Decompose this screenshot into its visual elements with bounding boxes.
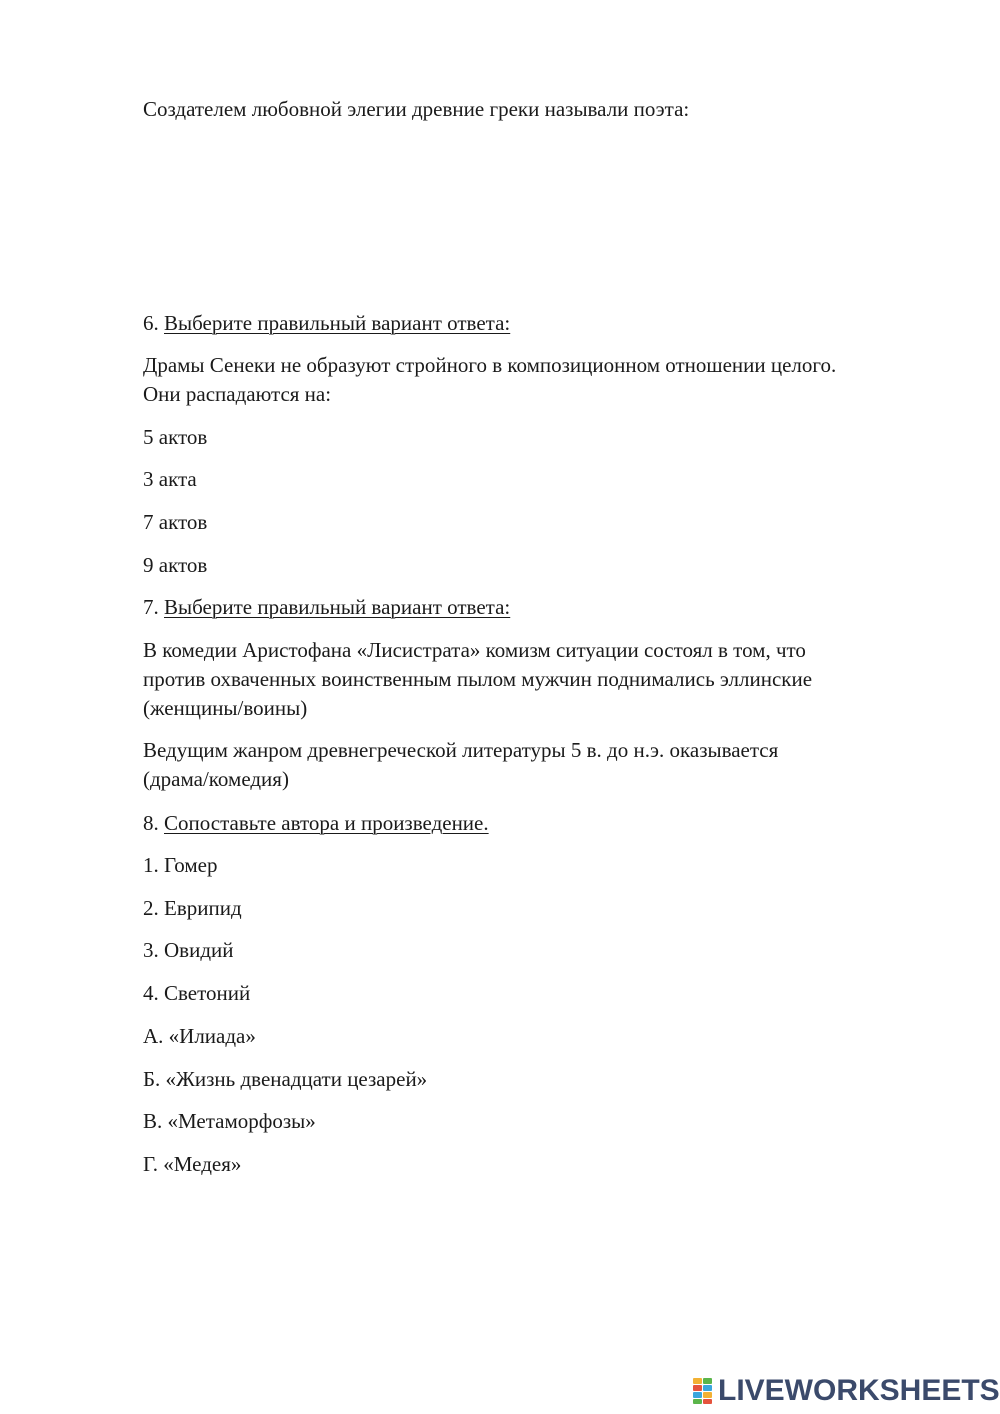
question-5-prompt: Создателем любовной элегии древние греки называли поэта:: [143, 97, 690, 121]
question-7-choice-blank-1[interactable]: (женщины/воины): [143, 696, 308, 720]
question-8-number: 8.: [143, 811, 159, 835]
question-8-header: [143, 809, 489, 838]
work-item[interactable]: В. «Метаморфозы»: [143, 1109, 316, 1133]
question-7-paragraph-1-line-1: В комедии Аристофана «Лисистрата» комизм ситуации состоял в том, что: [143, 638, 806, 662]
author-item[interactable]: 2. Еврипид: [143, 896, 242, 920]
work-item[interactable]: А. «Илиада»: [143, 1024, 256, 1048]
question-7-number: 7.: [143, 595, 159, 619]
question-6-option[interactable]: 7 актов: [143, 510, 208, 534]
question-6-text-line-2: Они распадаются на:: [143, 382, 332, 406]
question-6-option[interactable]: 9 актов: [143, 553, 208, 577]
question-7-instruction: Выберите правильный вариант ответа:: [164, 595, 511, 619]
question-6-text-line-1: Драмы Сенеки не образуют стройного в композиционном отношении целого.: [143, 353, 837, 377]
liveworksheets-mark-icon: [692, 1377, 714, 1405]
question-7-paragraph-2-line-1: Ведущим жанром древнегреческой литературы 5 в. до н.э. оказывается: [143, 738, 779, 762]
work-item[interactable]: Б. «Жизнь двенадцати цезарей»: [143, 1067, 428, 1091]
author-item[interactable]: 3. Овидий: [143, 938, 234, 962]
question-6-header: [143, 309, 510, 338]
question-6-number: 6.: [143, 311, 159, 335]
work-item[interactable]: Г. «Медея»: [143, 1152, 242, 1176]
question-6-option[interactable]: 5 актов: [143, 425, 208, 449]
liveworksheets-logo: [692, 1374, 1000, 1408]
question-6-instruction: Выберите правильный вариант ответа:: [164, 311, 511, 335]
question-8-instruction: Сопоставьте автора и произведение.: [164, 811, 489, 835]
question-7-choice-blank-2[interactable]: (драма/комедия): [143, 767, 289, 791]
question-7-header: [143, 593, 510, 622]
author-item[interactable]: 1. Гомер: [143, 853, 218, 877]
question-6-option[interactable]: 3 акта: [143, 467, 197, 491]
author-item[interactable]: 4. Светоний: [143, 981, 251, 1005]
question-7-paragraph-1-line-2: против охваченных воинственным пылом мужчин поднимались эллинские: [143, 667, 813, 691]
liveworksheets-logo-text: LIVEWORKSHEETS: [718, 1374, 1000, 1407]
